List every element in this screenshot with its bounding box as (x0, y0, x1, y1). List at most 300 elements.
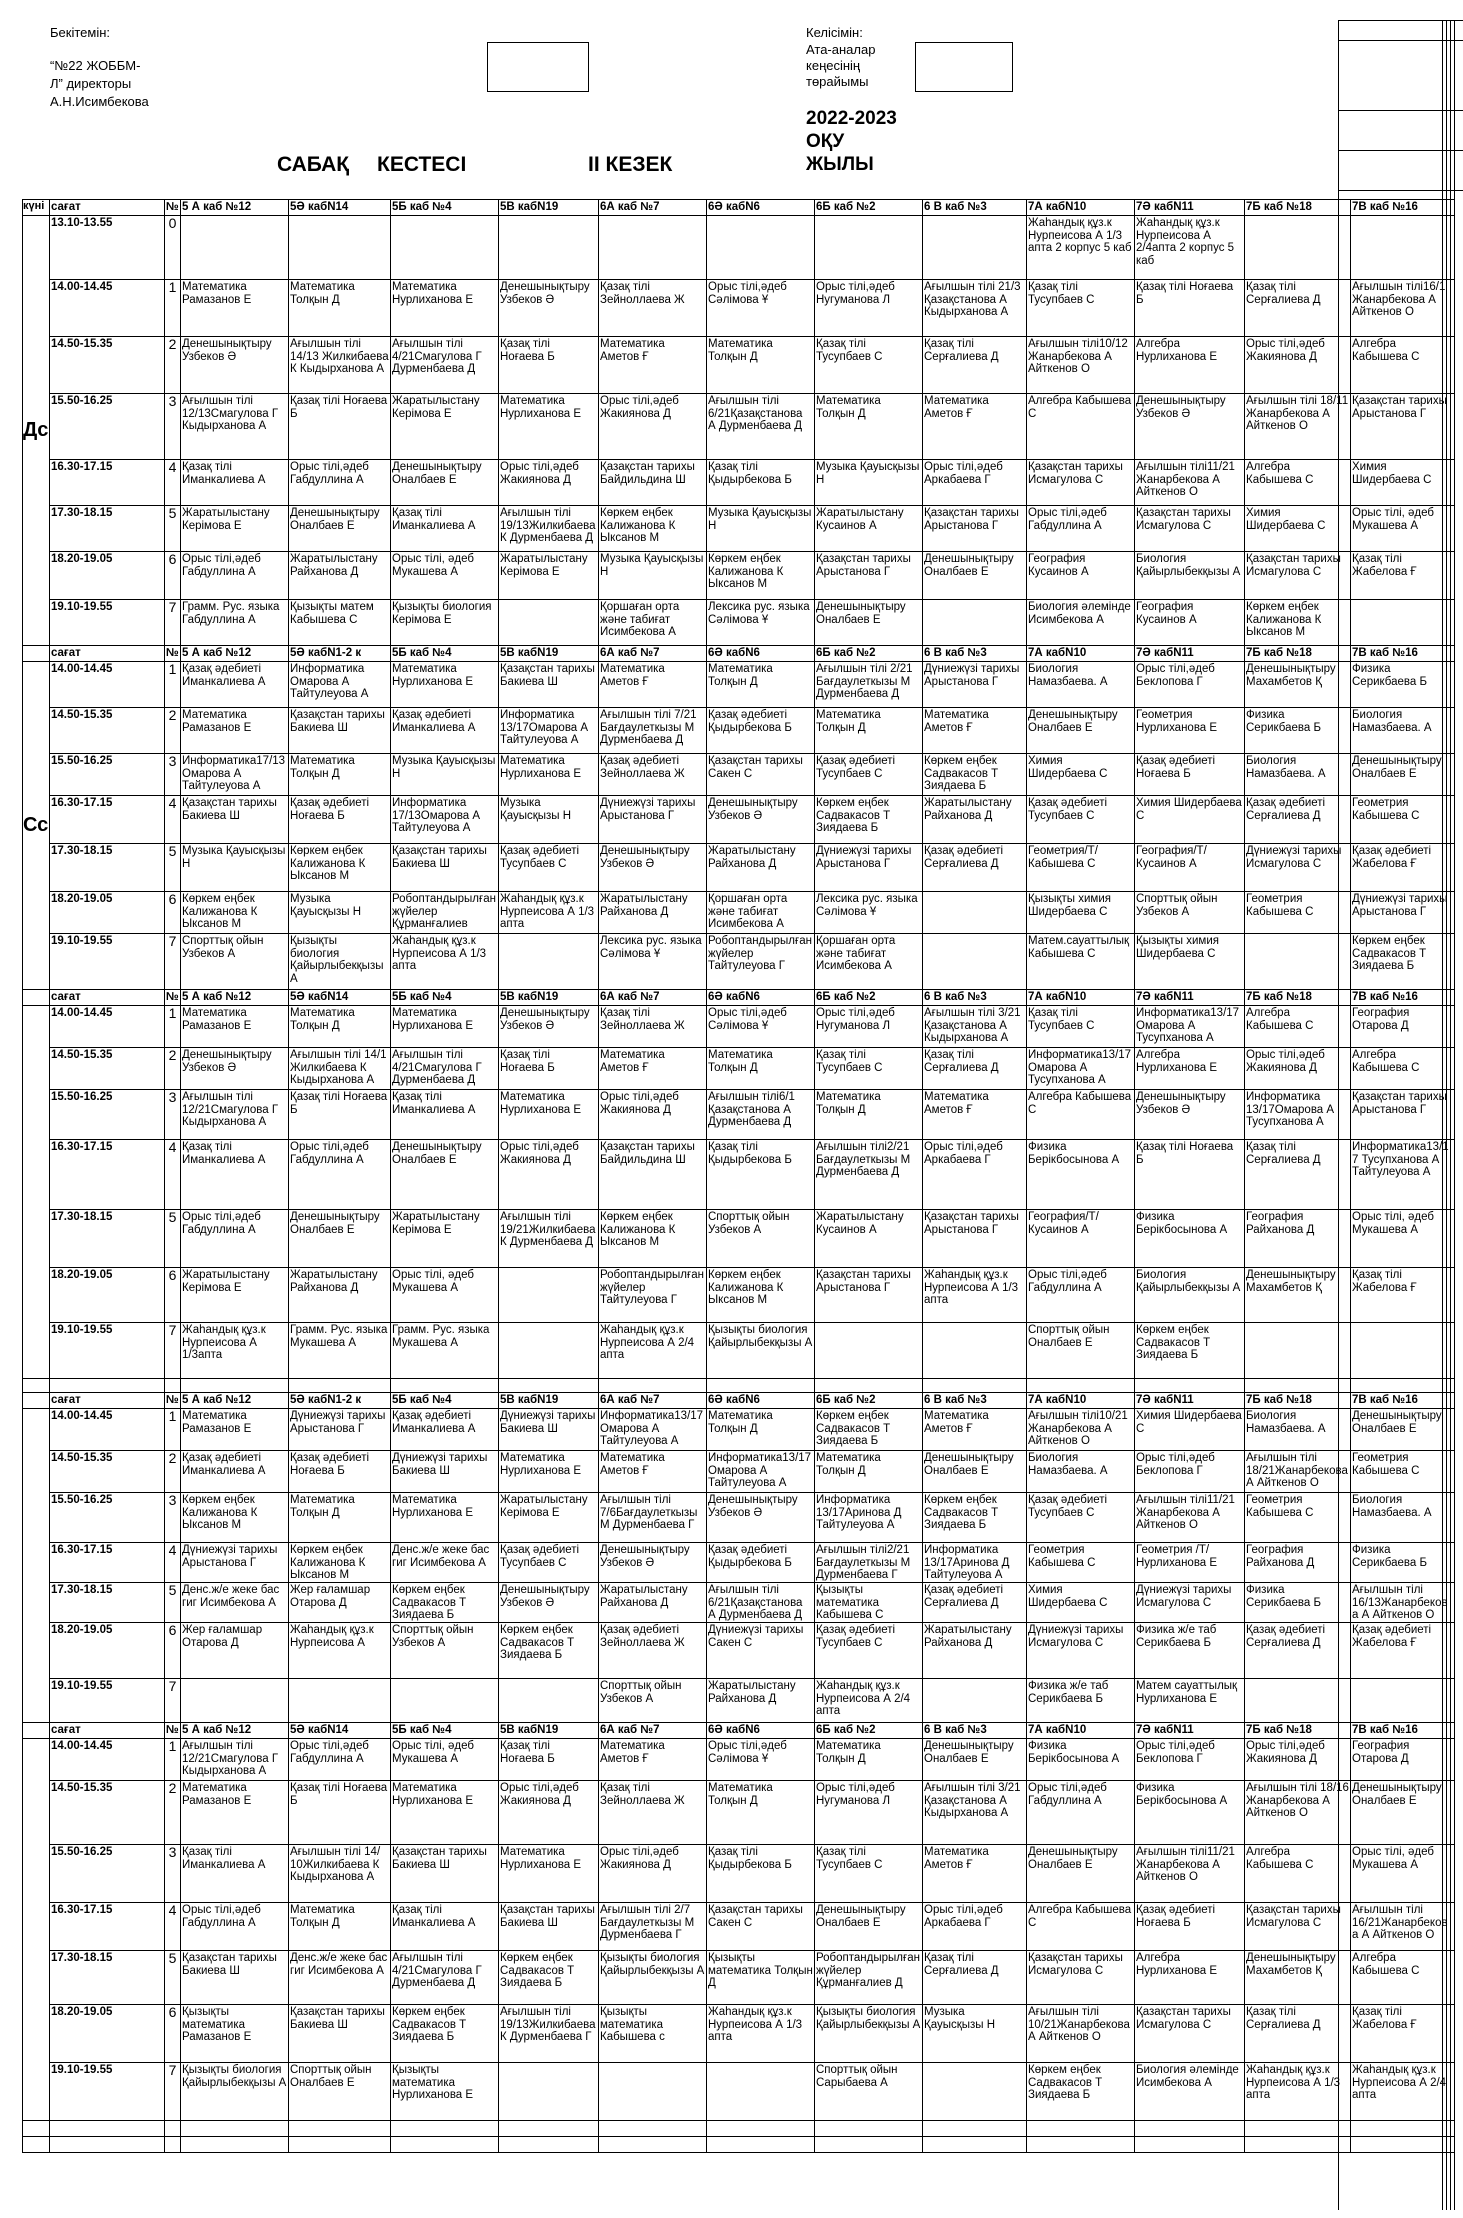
year-line-2: ОҚУ (806, 131, 845, 152)
column-header: 7А кабN10 (1027, 1393, 1135, 1409)
lesson-cell: Денс.ж/е жеке бас гиг Исимбекова А (289, 1951, 391, 2005)
lesson-cell: Дүниежүзі тарихы Арыстанова Г (815, 844, 923, 892)
lesson-cell: Биология Намазбаева. А (1245, 754, 1351, 796)
day-top-cell (23, 1723, 50, 1739)
lesson-cell: Денешынықтыру Узбеков Ә (181, 337, 289, 394)
lesson-row (23, 1409, 1455, 1451)
lesson-cell: Орыс тілі,әдеб Жакиянова Д (1245, 1739, 1351, 1781)
lesson-cell: Орыс тілі,әдеб Жакиянова Д (599, 1090, 707, 1140)
lesson-cell: Математика Аметов Ғ (923, 1090, 1027, 1140)
lesson-cell: Қазақ әдебиеті Тусупбаев С (815, 1623, 923, 1679)
lesson-cell: Орыс тілі, әдеб Мукашева А (391, 552, 499, 600)
lesson-row (23, 892, 1455, 934)
spacer-row (23, 1379, 1455, 1393)
lesson-cell: Математика Нурлиханова Е (499, 394, 599, 460)
lesson-cell: Жаһандық құз.к Нурпеисова А 2/4апта 2 корпус 5 каб (1135, 216, 1245, 280)
column-header: 7А кабN10 (1027, 990, 1135, 1006)
lesson-cell: Қазақ әдебиеті Ноғаева Б (289, 796, 391, 844)
lesson-cell: Биология Намазбаева. А (1245, 1409, 1351, 1451)
lesson-row (23, 1781, 1455, 1845)
lesson-cell: Қазақ әдебиеті Серғалиева Д (1245, 1623, 1351, 1679)
lesson-cell: Қазақ тілі Ноғаева Б (499, 337, 599, 394)
time-slot: 14.00-14.45 (50, 280, 165, 337)
lesson-cell: Қазақ әдебиеті Ноғаева Б (1135, 754, 1245, 796)
lesson-cell: Денешынықтыру Оналбаев Е (289, 1210, 391, 1268)
column-header: 7Б каб №18 (1245, 1723, 1351, 1739)
column-header: 7Ә кабN11 (1135, 1723, 1245, 1739)
lesson-cell: Спорттық ойын Узбеков А (707, 1210, 815, 1268)
lesson-cell: Қазақ тілі Иманкалиева А (181, 1845, 289, 1903)
timetable-grid (22, 199, 1455, 2153)
lesson-cell: Информатика13/17 Омарова А Тайтулеуова А (707, 1451, 815, 1493)
lesson-cell: Орыс тілі,әдеб Жакиянова Д (499, 460, 599, 506)
time-slot: 15.50-16.25 (50, 754, 165, 796)
column-header: 7Б каб №18 (1245, 646, 1351, 662)
lesson-cell: Ағылшын тілі10/12 Жанарбекова А Айткенов О (1027, 337, 1135, 394)
lesson-row (23, 552, 1455, 600)
column-header: сағат (50, 200, 165, 216)
lesson-number: 2 (165, 1451, 181, 1493)
lesson-cell: Алгебра Нурлиханова Е (1135, 337, 1245, 394)
lesson-cell: Орыс тілі,әдеб Габдуллина А (289, 460, 391, 506)
lesson-cell: Қызықты химия Шидербаева С (1027, 892, 1135, 934)
lesson-cell: Алгебра Кабышева С (1027, 1090, 1135, 1140)
lesson-cell: Ағылшын тілі 4/21Смагулова Г Дурменбаева Д (391, 1048, 499, 1090)
lesson-cell: Физика Берікбосынова А (1135, 1210, 1245, 1268)
lesson-cell: Қазақстан тарихы Бакиева Ш (289, 708, 391, 754)
lesson-cell: Спорттық ойын Оналбаев Е (1027, 1323, 1135, 1379)
lesson-number: 6 (165, 1623, 181, 1679)
lesson-cell: Математика Нурлиханова Е (499, 1845, 599, 1903)
lesson-cell: Дүниежүзі тарихы Арыстанова Г (289, 1409, 391, 1451)
lesson-cell: Ағылшын тілі 19/13Жилкибаева К Дурменбаева Г (499, 2005, 599, 2063)
column-header: 7Б каб №18 (1245, 1393, 1351, 1409)
lesson-cell (707, 2063, 815, 2121)
approve-line-1: “№22 ЖОББМ- (50, 58, 141, 73)
block-header-row (23, 990, 1455, 1006)
lesson-cell: Биология Намазбаева. А (1027, 662, 1135, 708)
time-slot: 18.20-19.05 (50, 892, 165, 934)
column-header: № (165, 990, 181, 1006)
time-slot: 14.00-14.45 (50, 662, 165, 708)
lesson-cell: Алгебра Кабышева С (1027, 1903, 1135, 1951)
lesson-cell: География Кусаинов А (1135, 600, 1245, 646)
lesson-cell: Қазақ тілі Ноғаева Б (289, 1781, 391, 1845)
lesson-cell (1351, 1679, 1455, 1723)
lesson-cell: Орыс тілі,әдеб Нугуманова Л (815, 1006, 923, 1048)
day-top-cell (23, 1393, 50, 1409)
column-header: 6Ә кабN6 (707, 1723, 815, 1739)
lesson-cell: Дүниежүзі тарихы Исмагулова С (1135, 1583, 1245, 1623)
lesson-cell: Грамм. Рус. языка Мукашева А (391, 1323, 499, 1379)
lesson-cell: Денешынықтыру Оналбаев Е (1027, 1845, 1135, 1903)
lesson-cell: Қазақстан тарихы Бакиева Ш (391, 844, 499, 892)
lesson-cell: Математика Толқын Д (289, 1903, 391, 1951)
column-header: 7В каб №16 (1351, 1723, 1455, 1739)
time-slot: 17.30-18.15 (50, 1210, 165, 1268)
lesson-cell: Математика Нурлиханова Е (499, 754, 599, 796)
lesson-cell: Ағылшын тілі 6/21Қазақстанова А Дурменбаева Д (707, 394, 815, 460)
lesson-cell: Математика Нурлиханова Е (499, 1090, 599, 1140)
lesson-row (23, 844, 1455, 892)
lesson-number: 5 (165, 844, 181, 892)
time-slot: 14.50-15.35 (50, 337, 165, 394)
lesson-cell: Көркем еңбек Калижанова К Ыксанов М (599, 506, 707, 552)
column-header: 7В каб №16 (1351, 646, 1455, 662)
lesson-cell: Денешынықтыру Оналбаев Е (391, 460, 499, 506)
lesson-row (23, 1679, 1455, 1723)
lesson-cell: Лексика рус. языка Сәлімова Ұ (707, 600, 815, 646)
column-header: 5Ә кабN1-2 к (289, 646, 391, 662)
column-header: 6Б каб №2 (815, 1723, 923, 1739)
lesson-cell: Математика Нурлиханова Е (391, 1006, 499, 1048)
lesson-cell: Денешынықтыру Оналбаев Е (923, 1739, 1027, 1781)
column-header: 7Б каб №18 (1245, 990, 1351, 1006)
lesson-cell: Музыка Қауысқызы Н (599, 552, 707, 600)
lesson-cell: Орыс тілі,әдеб Беклопова Г (1135, 1739, 1245, 1781)
lesson-cell: Көркем еңбек Садвакасов Т Зиядаева Б (815, 1409, 923, 1451)
lesson-number: 5 (165, 1210, 181, 1268)
lesson-cell: Ағылшын тілі10/21 Жанарбекова А Айткенов О (1027, 1409, 1135, 1451)
lesson-cell: Дүниежүзі тарихы Арыстанова Г (1351, 892, 1455, 934)
lesson-cell: Музыка Қауысқызы Н (923, 2005, 1027, 2063)
column-header: 5 А каб №12 (181, 1393, 289, 1409)
lesson-cell: Ағылшын тілі 3/21 Қазақстанова А Кыдырханова А (923, 1006, 1027, 1048)
column-header: 5В кабN19 (499, 1723, 599, 1739)
lesson-cell: Жаратылыстану Райханова Д (707, 1679, 815, 1723)
lesson-cell: Қазақ тілі Иманкалиева А (391, 1090, 499, 1140)
lesson-cell: Ағылшын тілі 2/21 Бағдаулеткызы М Дурменбаева Д (815, 662, 923, 708)
lesson-number: 2 (165, 1048, 181, 1090)
lesson-cell: Қазақ тілі Қыдырбекова Б (707, 460, 815, 506)
lesson-cell (499, 1268, 599, 1323)
time-slot: 17.30-18.15 (50, 1583, 165, 1623)
lesson-cell: Ағылшын тілі 18/11 Жанарбекова А Айткенов О (1245, 394, 1351, 460)
lesson-cell: Ағылшын тілі 19/21Жилкибаева К Дурменбаева Д (499, 1210, 599, 1268)
lesson-cell: Математика Толқын Д (707, 1409, 815, 1451)
lesson-cell: Қазақстан тарихы Арыстанова Г (923, 1210, 1027, 1268)
column-header: сағат (50, 1393, 165, 1409)
lesson-cell: Орыс тілі,әдеб Габдуллина А (181, 1903, 289, 1951)
lesson-cell: Ағылшын тілі 18/21Жанарбекова А Айткенов О (1245, 1451, 1351, 1493)
lesson-cell: Көркем еңбек Калижанова К Ыксанов М (289, 844, 391, 892)
block-header-row (23, 1393, 1455, 1409)
lesson-cell: Геометрия Кабышева С (1027, 1543, 1135, 1583)
column-header: 5Б каб №4 (391, 200, 499, 216)
lesson-number: 3 (165, 394, 181, 460)
lesson-cell: Қызықты биология Қайырлыбекқызы А (181, 2063, 289, 2121)
lesson-cell: Геометрия /Т/ Нурлиханова Е (1135, 1543, 1245, 1583)
lesson-cell: Геометрия Кабышева С (1351, 1451, 1455, 1493)
lesson-cell: Қазақ әдебиеті Зейноллаева Ж (599, 1623, 707, 1679)
lesson-cell: Денешынықтыру Оналбаев Е (923, 1451, 1027, 1493)
lesson-cell: Қазақстан тарихы Байдильдина Ш (599, 1140, 707, 1210)
lesson-cell: Геометрия/Т/ Кабышева С (1027, 844, 1135, 892)
column-header: 5Ә кабN14 (289, 1723, 391, 1739)
lesson-cell: Қазақ тілі Тусупбаев С (815, 1048, 923, 1090)
column-header: № (165, 1723, 181, 1739)
lesson-cell: Ағылшын тілі 19/13Жилкибаева К Дурменбаева Д (499, 506, 599, 552)
lesson-cell: Денешынықтыру Оналбаев Е (1027, 708, 1135, 754)
lesson-cell: Қазақ әдебиеті Тусупбаев С (1027, 796, 1135, 844)
lesson-number: 7 (165, 600, 181, 646)
lesson-cell: Музыка Қауысқызы Н (289, 892, 391, 934)
lesson-cell: Жаратылыстану Керімова Е (391, 1210, 499, 1268)
signature-box-left (487, 42, 589, 92)
lesson-cell: Орыс тілі,әдеб Жакиянова Д (599, 394, 707, 460)
lesson-row (23, 280, 1455, 337)
lesson-cell (815, 1323, 923, 1379)
lesson-row (23, 2063, 1455, 2121)
lesson-cell: Алгебра Кабышева С (1245, 460, 1351, 506)
title-word-2: КЕСТЕСІ (377, 153, 467, 176)
lesson-row (23, 796, 1455, 844)
lesson-cell: Математика Аметов Ғ (599, 1048, 707, 1090)
lesson-cell: Жаратылыстану Кусаинов А (815, 1210, 923, 1268)
agree-line-3: төрайымы (806, 74, 869, 89)
lesson-cell: Дүниежүзі тарихы Арыстанова Г (181, 1543, 289, 1583)
lesson-cell: Жаратылыстану Райханова Д (289, 552, 391, 600)
lesson-cell: Жаратылыстану Райханова Д (923, 796, 1027, 844)
lesson-number: 4 (165, 1140, 181, 1210)
lesson-number: 1 (165, 1739, 181, 1781)
lesson-cell: Қазақ әдебиеті Тусупбаев С (499, 1543, 599, 1583)
lesson-cell: Жер ғаламшар Отарова Д (181, 1623, 289, 1679)
lesson-cell: Жаһандық құз.к Нурпеисова А 1/3 апта (923, 1268, 1027, 1323)
column-header: 5В кабN19 (499, 200, 599, 216)
lesson-cell: Информатика13/17 Тусупханова А Тайтулеуова А (1351, 1140, 1455, 1210)
column-header: 5В кабN19 (499, 1393, 599, 1409)
lesson-cell: Жаратылыстану Керімова Е (391, 394, 499, 460)
lesson-row (23, 1845, 1455, 1903)
lesson-cell: Ағылшын тілі11/21 Жанарбекова А Айткенов О (1135, 1845, 1245, 1903)
lesson-cell: Математика Аметов Ғ (599, 662, 707, 708)
lesson-cell: Спорттық ойын Узбеков А (1135, 892, 1245, 934)
lesson-cell: Орыс тілі,әдеб Сәлімова Ұ (707, 1006, 815, 1048)
lesson-cell: Математика Нурлиханова Е (499, 1451, 599, 1493)
lesson-row (23, 394, 1455, 460)
lesson-cell: Қызықты биология Қайырлыбекқызы А (815, 2005, 923, 2063)
lesson-cell: Математика Аметов Ғ (599, 1739, 707, 1781)
time-slot: 14.00-14.45 (50, 1006, 165, 1048)
lesson-cell: Жаһандық құз.к Нурпеисова А 1/3 апта (707, 2005, 815, 2063)
lesson-cell: Денешынықтыру Узбеков Ә (1135, 1090, 1245, 1140)
lesson-cell: Спорттық ойын Сарыбаева А (815, 2063, 923, 2121)
lesson-cell: Көркем еңбек Садвакасов Т Зиядаева Б (923, 1493, 1027, 1543)
lesson-cell: Математика Рамазанов Е (181, 1781, 289, 1845)
lesson-cell: Информатика 13/17Омарова А Тусупханова А (1245, 1090, 1351, 1140)
lesson-cell (499, 1323, 599, 1379)
lesson-cell: Алгебра Нурлиханова Е (1135, 1048, 1245, 1090)
lesson-cell: Алгебра Нурлиханова Е (1135, 1951, 1245, 2005)
agree-line-1: Ата-аналар (806, 42, 876, 57)
lesson-cell: Қазақстан тарихы Бакиева Ш (181, 796, 289, 844)
column-header: сағат (50, 990, 165, 1006)
lesson-cell: Қызықты математика Толқын Д (707, 1951, 815, 2005)
lesson-cell: Алгебра Кабышева С (1245, 1006, 1351, 1048)
lesson-cell: Қазақстан тарихы Арыстанова Г (815, 1268, 923, 1323)
lesson-cell: Химия Шидербаева С (1027, 754, 1135, 796)
lesson-cell: Қоршаған орта және табиғат Исимбекова А (599, 600, 707, 646)
lesson-cell: Қазақстан тарихы Бакиева Ш (499, 1903, 599, 1951)
time-slot: 18.20-19.05 (50, 2005, 165, 2063)
lesson-cell: Қазақстан тарихы Арыстанова Г (1351, 1090, 1455, 1140)
lesson-cell: Орыс тілі,әдеб Жакиянова Д (1245, 337, 1351, 394)
lesson-cell: Денешынықтыру Узбеков Ә (181, 1048, 289, 1090)
lesson-cell (923, 600, 1027, 646)
lesson-cell: Жаратылыстану Керімова Е (499, 552, 599, 600)
lesson-cell: Орыс тілі,әдеб Сәлімова Ұ (707, 1739, 815, 1781)
lesson-cell: Ағылшын тілі 12/21Смагулова Г Кыдырханова А (181, 1090, 289, 1140)
lesson-cell: Информатика 13/17Аринова Д Тайтулеуова А (923, 1543, 1027, 1583)
lesson-number: 6 (165, 892, 181, 934)
lesson-number: 1 (165, 1006, 181, 1048)
lesson-cell: Қазақ әдебиеті Қыдырбекова Б (707, 1543, 815, 1583)
lesson-cell: Химия Шидербаева С (1135, 796, 1245, 844)
lesson-row (23, 506, 1455, 552)
time-slot: 19.10-19.55 (50, 600, 165, 646)
lesson-cell: Орыс тілі,әдеб Габдуллина А (181, 552, 289, 600)
lesson-cell: Дүниежүзі тарихы Исмагулова С (1027, 1623, 1135, 1679)
lesson-cell: Қызықты матем Кабышева С (289, 600, 391, 646)
lesson-cell: Матем.сауаттылық Кабышева С (1027, 934, 1135, 990)
lesson-cell: Дүниежүзі тарихы Сакен С (707, 1623, 815, 1679)
lesson-cell: Ағылшын тілі 10/21Жанарбекова А Айткенов О (1027, 2005, 1135, 2063)
lesson-cell: Қазақ әдебиеті Иманкалиева А (181, 662, 289, 708)
column-header: 6 В каб №3 (923, 1723, 1027, 1739)
lesson-cell: Жаратылыстану Райханова Д (707, 844, 815, 892)
lesson-cell: Қызықты биология Қайырлыбекқызы А (289, 934, 391, 990)
lesson-cell: Математика Аметов Ғ (923, 708, 1027, 754)
lesson-cell: Физика Берікбосынова А (1027, 1739, 1135, 1781)
lesson-cell: Қоршаған орта және табиғат Исимбекова А (815, 934, 923, 990)
lesson-cell: Қоршаған орта және табиғат Исимбекова А (707, 892, 815, 934)
column-header: № (165, 646, 181, 662)
lesson-cell: Физика Серикбаева Б (1351, 1543, 1455, 1583)
lesson-cell: Қызықты биология Керімова Е (391, 600, 499, 646)
lesson-cell: Ағылшын тілі 14/1 Жилкибаева К Кыдырханова А (289, 1048, 391, 1090)
lesson-cell: Денешынықтыру Узбеков Ә (599, 1543, 707, 1583)
lesson-cell: Қазақстан тарихы Сакен С (707, 1903, 815, 1951)
lesson-cell: Музыка Қауысқызы Н (181, 844, 289, 892)
lesson-cell: Жаһандық құз.к Нурпеисова А 1/3 апта 2 корпус 5 каб (1027, 216, 1135, 280)
lesson-cell: Биология Намазбаева. А (1027, 1451, 1135, 1493)
column-header: 7В каб №16 (1351, 990, 1455, 1006)
time-slot: 16.30-17.15 (50, 1543, 165, 1583)
lesson-cell: Математика Рамазанов Е (181, 280, 289, 337)
lesson-cell: Орыс тілі,әдеб Габдуллина А (181, 1210, 289, 1268)
lesson-cell: Геометрия Кабышева С (1351, 796, 1455, 844)
lesson-number: 1 (165, 662, 181, 708)
lesson-row (23, 2005, 1455, 2063)
time-slot: 14.50-15.35 (50, 1451, 165, 1493)
lesson-cell: Математика Аметов Ғ (923, 1409, 1027, 1451)
time-slot: 14.00-14.45 (50, 1409, 165, 1451)
lesson-cell (923, 892, 1027, 934)
lesson-cell: Информатика 13/17Аринова Д Тайтулеуова А (815, 1493, 923, 1543)
lesson-cell (1245, 934, 1351, 990)
lesson-number: 4 (165, 1543, 181, 1583)
lesson-cell: Жаратылыстану Райханова Д (599, 1583, 707, 1623)
lesson-cell: Қазақстан тарихы Байдильдина Ш (599, 460, 707, 506)
column-header: 6 В каб №3 (923, 990, 1027, 1006)
lesson-cell: Физика Серикбаева Б (1245, 1583, 1351, 1623)
column-header: 6Б каб №2 (815, 646, 923, 662)
column-header: 6Б каб №2 (815, 990, 923, 1006)
lesson-number: 3 (165, 1845, 181, 1903)
lesson-cell: Математика Нурлиханова Е (391, 1781, 499, 1845)
column-header: № (165, 1393, 181, 1409)
lesson-cell: Математика Аметов Ғ (599, 1451, 707, 1493)
lesson-cell: Қазақ тілі Қыдырбекова Б (707, 1845, 815, 1903)
lesson-cell: Математика Толқын Д (289, 1493, 391, 1543)
lesson-cell: Геометрия Кабышева С (1245, 1493, 1351, 1543)
lesson-cell (923, 934, 1027, 990)
column-header: 5 А каб №12 (181, 200, 289, 216)
column-header: 7Ә кабN11 (1135, 990, 1245, 1006)
lesson-cell: Орыс тілі,әдеб Габдуллина А (1027, 1781, 1135, 1845)
lesson-cell: Қазақ әдебиеті Серғалиева Д (923, 844, 1027, 892)
lesson-cell: Математика Толқын Д (707, 1781, 815, 1845)
lesson-cell: Қазақстан тарихы Исмагулова С (1245, 552, 1351, 600)
lesson-cell: Робоптандырылған жүйелер Тайтулеуова Г (707, 934, 815, 990)
lesson-cell: География/Т/ Кусаинов А (1027, 1210, 1135, 1268)
lesson-cell: Қазақ әдебиеті Иманкалиева А (181, 1451, 289, 1493)
lesson-cell: Денешынықтыру Узбеков Ә (499, 1006, 599, 1048)
lesson-cell: Робоптандырылған жүйелер Құрманғалиев Д (815, 1951, 923, 2005)
lesson-cell: Қызықты математика Кабышева С (815, 1583, 923, 1623)
lesson-cell: Музыка Қауысқызы Н (391, 754, 499, 796)
lesson-cell: Қазақстан тарихы Исмагулова С (1245, 1903, 1351, 1951)
lesson-cell: Қазақ әдебиеті Иманкалиева А (391, 1409, 499, 1451)
lesson-cell: Математика Толқын Д (289, 1006, 391, 1048)
lesson-cell: Денешынықтыру Узбеков Ә (1135, 394, 1245, 460)
lesson-cell (181, 216, 289, 280)
lesson-cell (1245, 1323, 1351, 1379)
lesson-row (23, 1268, 1455, 1323)
lesson-cell: Қазақ тілі Иманкалиева А (181, 1140, 289, 1210)
column-header: 6Ә кабN6 (707, 1393, 815, 1409)
lesson-cell: Физика ж/е таб Серикбаева Б (1135, 1623, 1245, 1679)
lesson-cell (181, 1679, 289, 1723)
lesson-cell: Математика Аметов Ғ (923, 394, 1027, 460)
column-header: 5 А каб №12 (181, 1723, 289, 1739)
lesson-number: 2 (165, 337, 181, 394)
lesson-cell: Жаратылыстану Керімова Е (181, 506, 289, 552)
lesson-row (23, 934, 1455, 990)
lesson-cell: Көркем еңбек Калижанова К Ыксанов М (1245, 600, 1351, 646)
lesson-row (23, 754, 1455, 796)
lesson-number: 1 (165, 280, 181, 337)
lesson-cell: Қызықты математика Рамазанов Е (181, 2005, 289, 2063)
column-header: 5Ә кабN1-2 к (289, 1393, 391, 1409)
day-label: Дс (23, 216, 50, 646)
column-header: 7Ә кабN11 (1135, 646, 1245, 662)
column-header: 6А каб №7 (599, 200, 707, 216)
column-header: 5Ә кабN14 (289, 200, 391, 216)
time-slot: 15.50-16.25 (50, 1845, 165, 1903)
lesson-cell: Қазақ тілі Ноғаева Б (499, 1739, 599, 1781)
lesson-cell: Орыс тілі,әдеб Аркабаева Г (923, 1140, 1027, 1210)
lesson-cell: Алгебра Кабышева С (1027, 394, 1135, 460)
lesson-number: 7 (165, 934, 181, 990)
lesson-row (23, 1623, 1455, 1679)
column-header: 5В кабN19 (499, 990, 599, 1006)
lesson-cell: Математика Толқын Д (815, 1739, 923, 1781)
lesson-number: 7 (165, 1679, 181, 1723)
column-header: 6 В каб №3 (923, 200, 1027, 216)
lesson-cell: Ағылшын тілі2/21 Бағдаулеткызы М Дурменбаева Г (815, 1543, 923, 1583)
